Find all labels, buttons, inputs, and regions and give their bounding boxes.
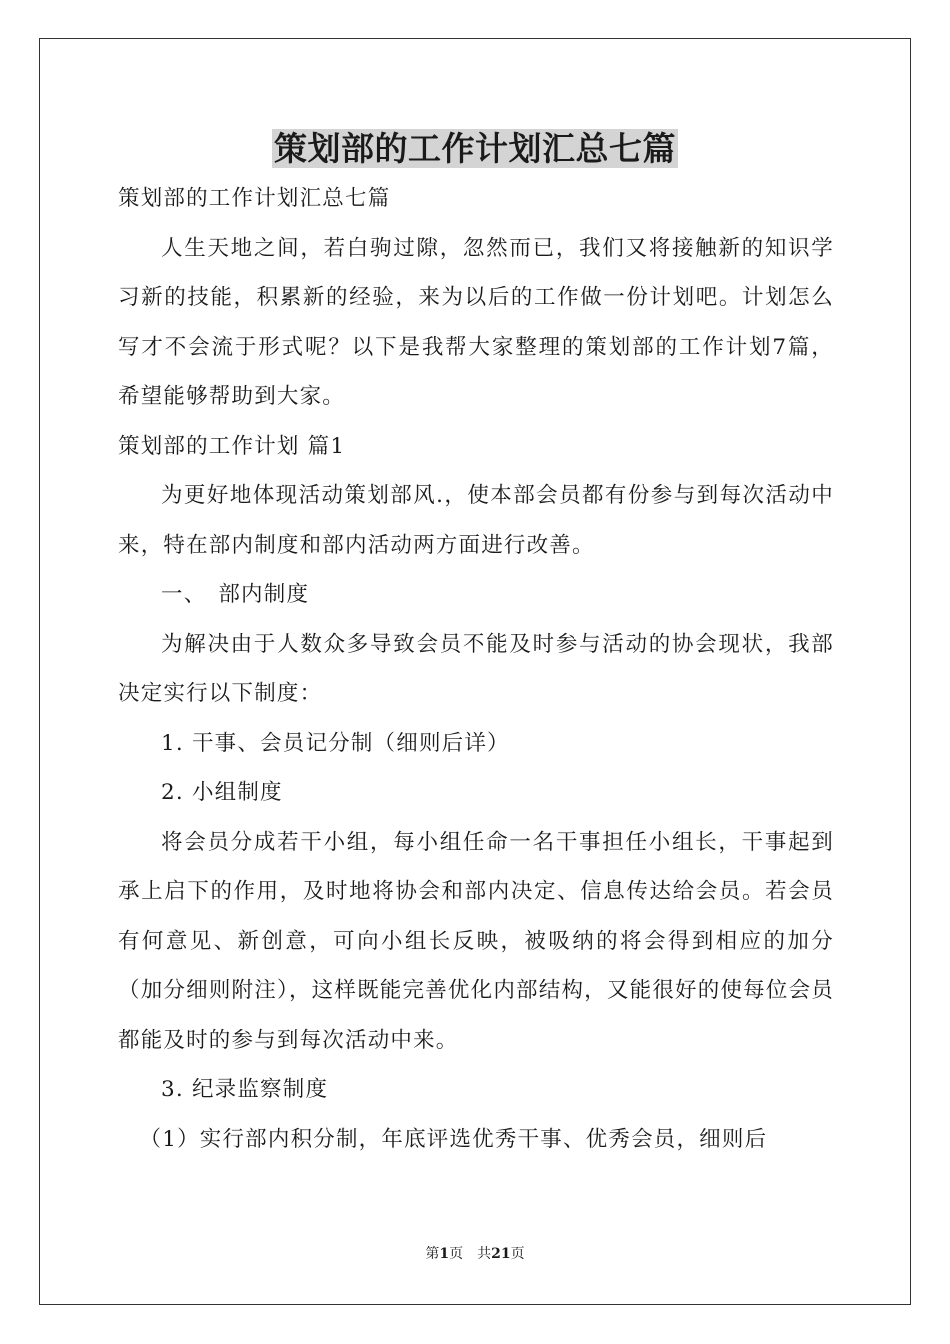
- section-heading: 策划部的工作计划 篇1: [118, 433, 346, 459]
- document-body: [118, 174, 834, 1164]
- subsection-heading: 一、 部内制度: [161, 582, 310, 607]
- page-footer: [0, 1244, 950, 1264]
- footer-suffix: 页: [510, 1246, 525, 1262]
- subtitle-line: 策划部的工作计划汇总七篇: [118, 186, 391, 211]
- list-item: 1. 干事、会员记分制（细则后详）: [161, 730, 510, 756]
- footer-prefix: 第: [425, 1246, 440, 1262]
- footer-total-pages: 21: [491, 1246, 511, 1262]
- list-item: 3. 纪录监察制度: [161, 1077, 329, 1102]
- footer-mid: 页 共: [449, 1246, 492, 1262]
- document-title: [0, 126, 950, 172]
- list-item: 2. 小组制度: [161, 780, 283, 805]
- body-paragraph: 将会员分成若干小组，每小组任命一名干事担任小组长，干事起到承上启下的作用，及时地将协会和部内决定、信息传达给会员。若会员有何意见、新创意，可向小组长反映，被吸纳的将会得到相应的加分（加分细则附注），这样既能完善优化内部结构，又能很好的使每位会员都能及时的参与到每次活动中来。: [118, 829, 834, 1053]
- intro-paragraph: 人生天地之间，若白驹过隙，忽然而已，我们又将接触新的知识学习新的技能，积累新的经验，来为以后的工作做一份计划吧。计划怎么写才不会流于形式呢？以下是我帮大家整理的策划部的工作计划7篇，希望能够帮助到大家。: [118, 235, 834, 409]
- body-paragraph: 为更好地体现活动策划部风.，使本部会员都有份参与到每次活动中来，特在部内制度和部内活动两方面进行改善。: [118, 483, 834, 558]
- document-title-text: 策划部的工作计划汇总七篇: [274, 129, 676, 168]
- list-item: （1）实行部内积分制，年底评选优秀干事、优秀会员，细则后: [139, 1126, 768, 1152]
- footer-page-number: 1: [439, 1246, 450, 1262]
- body-paragraph: 为解决由于人数众多导致会员不能及时参与活动的协会现状，我部决定实行以下制度：: [118, 631, 834, 706]
